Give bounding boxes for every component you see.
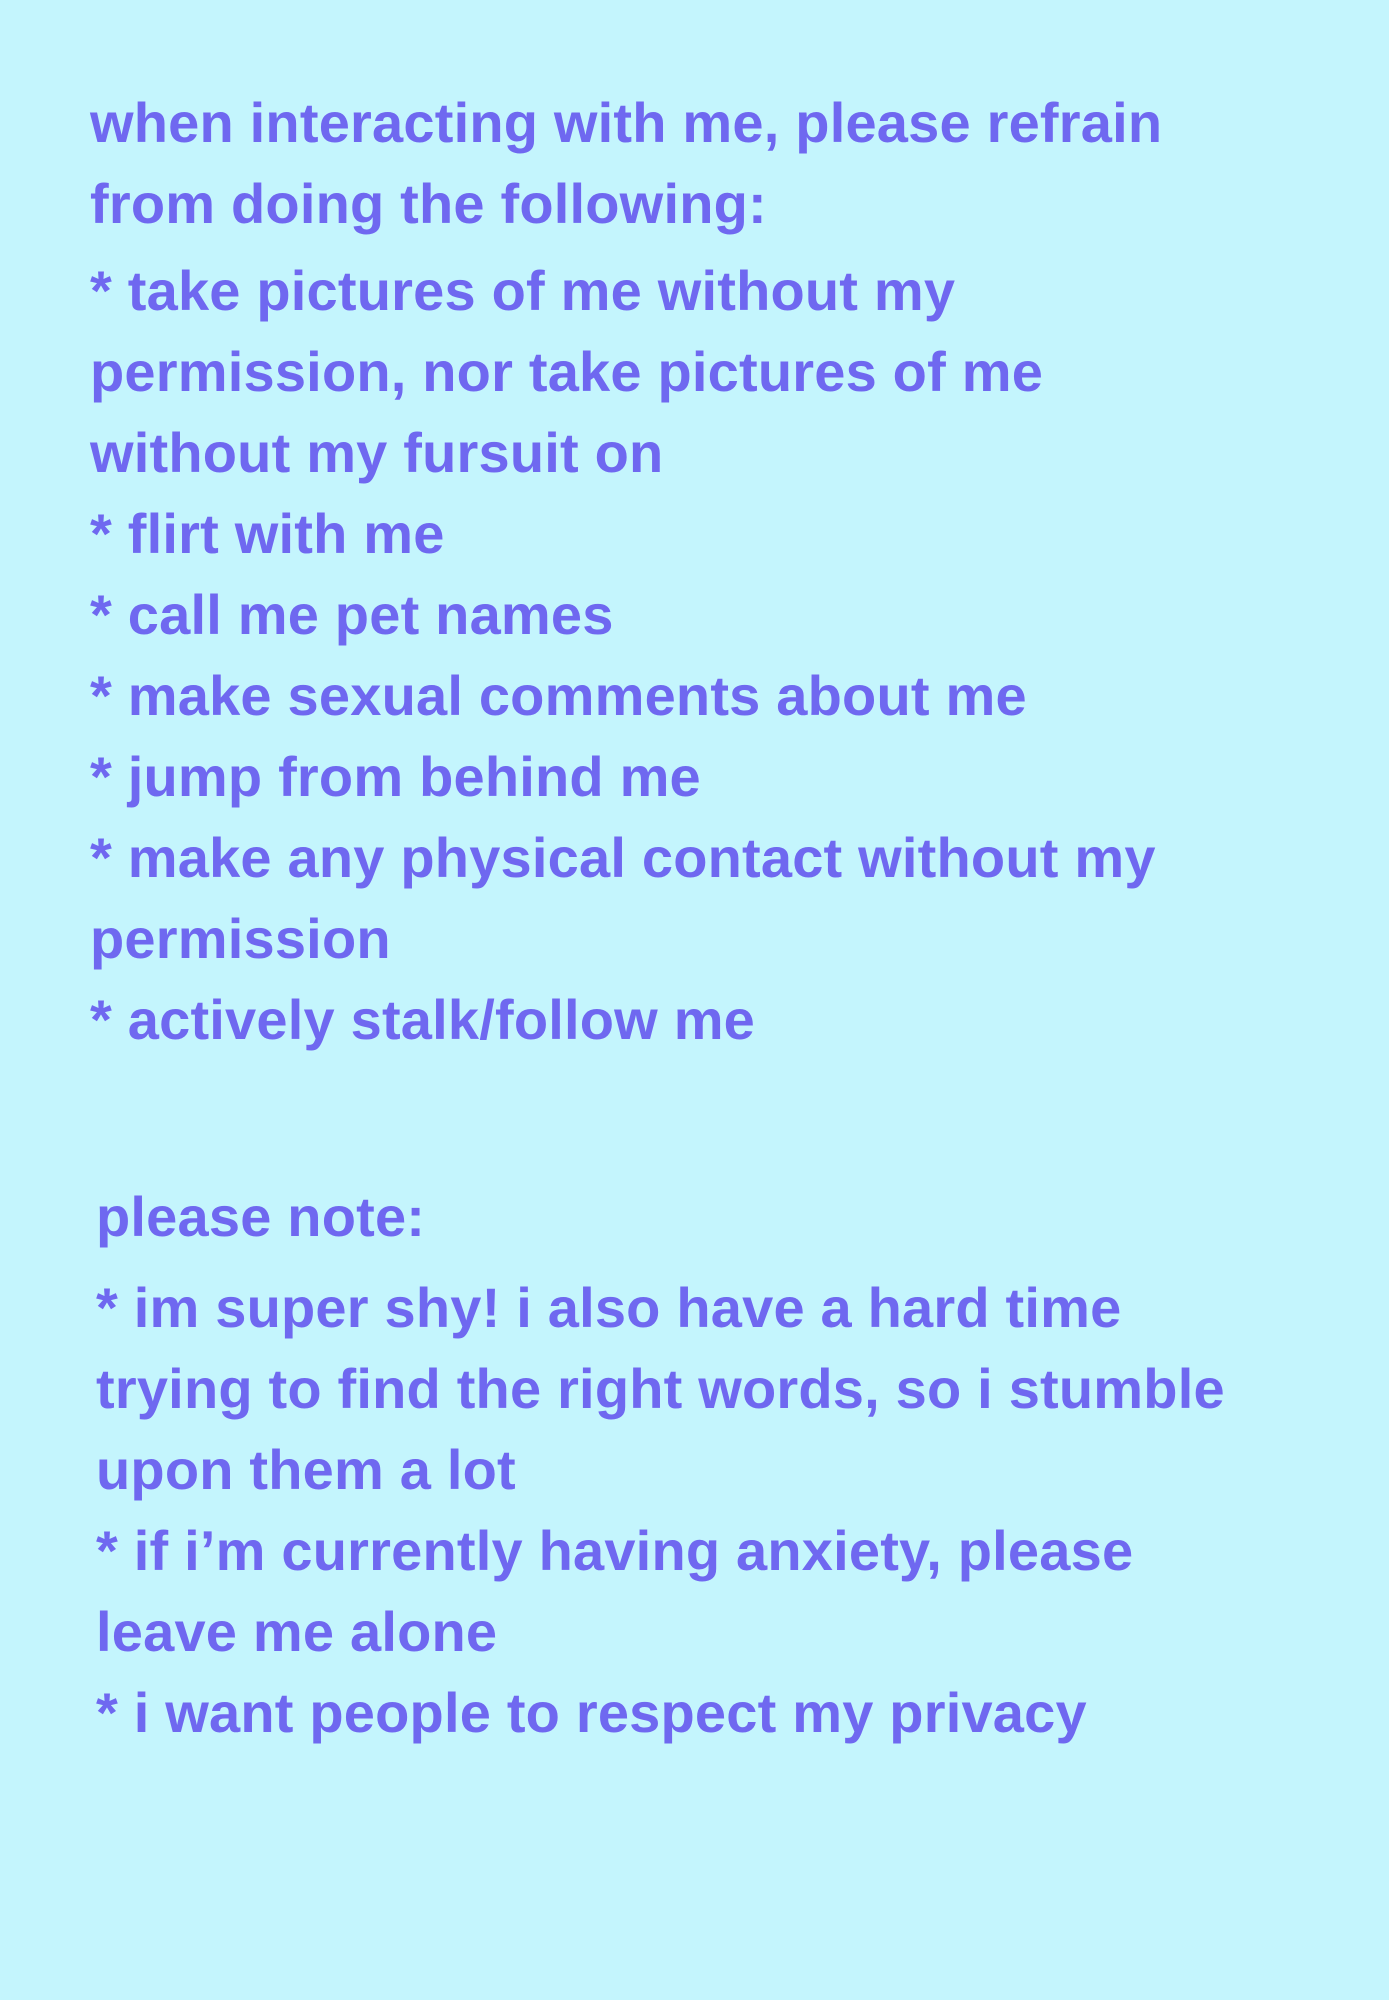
- refrain-heading-line-2: from doing the following:: [90, 172, 767, 235]
- note-list-line: upon them a lot: [96, 1438, 516, 1501]
- refrain-section: [90, 82, 1340, 1060]
- note-list-line: * if i’m currently having anxiety, please: [96, 1519, 1134, 1582]
- refrain-list-line: * take pictures of me without my: [90, 259, 956, 322]
- refrain-list-line: * make sexual comments about me: [90, 664, 1027, 727]
- refrain-list-line: permission: [90, 907, 391, 970]
- note-heading: please note:: [96, 1185, 426, 1248]
- refrain-list-line: * flirt with me: [90, 502, 445, 565]
- refrain-list-line: permission, nor take pictures of me: [90, 340, 1044, 403]
- note-section: [96, 1176, 1346, 1753]
- refrain-heading-line-1: when interacting with me, please refrain: [90, 91, 1163, 154]
- note-list-line: trying to find the right words, so i stumble: [96, 1357, 1225, 1420]
- refrain-list-line: without my fursuit on: [90, 421, 664, 484]
- note-heading-spacing: [96, 1257, 1346, 1267]
- note-list-line: leave me alone: [96, 1600, 498, 1663]
- refrain-list-line: * call me pet names: [90, 583, 614, 646]
- refrain-list-line: * make any physical contact without my: [90, 826, 1156, 889]
- refrain-list-line: * jump from behind me: [90, 745, 701, 808]
- note-list-line: * i want people to respect my privacy: [96, 1681, 1087, 1744]
- note-list-line: * im super shy! i also have a hard time: [96, 1276, 1122, 1339]
- refrain-list-line: * actively stalk/follow me: [90, 988, 756, 1051]
